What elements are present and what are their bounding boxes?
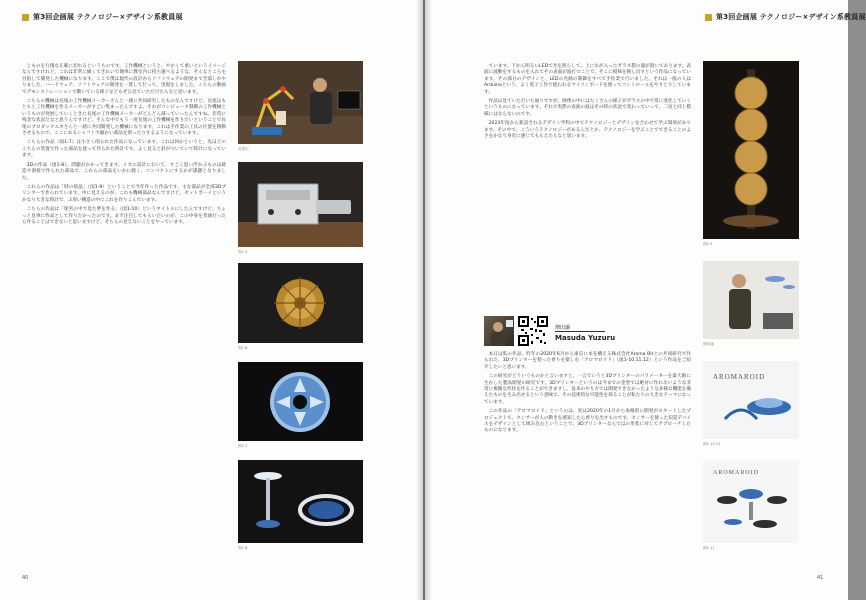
paragraph: 2023年度から新設されるデザイン学科の中でテクノロジーとデザインを合わせて学ぶ環境があります。その中で、こういうテクノロジーがあるんだとか、テクノロジーを学ぶことでできることのよさをかなり身近に感じてもらえたらなと思います。 xyxy=(484,121,691,140)
photo-blue-crystal xyxy=(238,362,363,441)
photo-caption: 図1-7 xyxy=(238,444,248,448)
left-page xyxy=(0,0,423,600)
paragraph: これらの作品は「時の結晶」（図1-9）ということで今年作った作品です。主な部品が全部3Dプリンターで作られています。中に見えるのが、これも機械部品なんですけど、セットボーイというかなり大きな時計で、ぶ厚い構造の中にこれを作りこんでいます。 xyxy=(22,184,226,203)
paragraph: 本日は私の作品、昨年の2020年6月から東京に本を構える株式会社Aroma Bitとの共同研究で作られた、3Dプリンターを使った香りを楽しむ「アロマロイド」（図1-10,11,12）という作品をご紹介したいと思います。 xyxy=(484,352,691,370)
author-name-english: Masuda Yuzuru xyxy=(555,334,616,342)
author-divider xyxy=(555,331,605,332)
photo-caption: 増田譲 xyxy=(703,342,714,346)
photo-caption: 図1-9 xyxy=(703,242,713,246)
right-body-column-bottom xyxy=(484,352,691,552)
photo-caption: 図1-11 xyxy=(703,546,715,550)
header-marker xyxy=(22,14,29,21)
photo-author-exhibit xyxy=(703,261,799,339)
photo-caption: 図1-8 xyxy=(238,546,248,550)
page-number: 41 xyxy=(817,575,824,581)
left-header-title: 第3回企画展 テクノロジー×デザイン系教員展 xyxy=(33,13,183,21)
page-number: 40 xyxy=(22,575,29,581)
photo-lamp-rings xyxy=(238,460,363,543)
photo-stacked-discs xyxy=(703,61,799,239)
photo-gold-gear xyxy=(238,263,363,343)
right-running-header xyxy=(705,11,866,23)
photo-author-portrait xyxy=(238,61,363,144)
paragraph: こちらの作品（図1-7）は小さく削られた作品になっています。これは何かというと、先ほどのこちらの装置で作った部品を使って作られた時計です。よく見ると針がついていて時計になっています。 xyxy=(22,140,226,159)
paragraph: こちらの機械は長尾の工作機械メーカーさんと一緒に共同研究したものなんですけど、長尾はもともと工作機械を作るメーカーがすごい集まったんですよ。それがコンピュータ制御の工作機械というものが発展していくときに長尾の工作機械メーカーがどんどん減っていったんですね。非常に残念な状況だなと思うんですけど、そんな中でもう一度長尾の工作機械を作りたいということで長尾のプロダックエネさんと一緒に共同開発した機械になります。これは手作業の工具の位置を移動させるもので、ここにあるシャフトで細かい部品を削ったりするようになっています。 xyxy=(22,99,226,137)
photo-aromaroid-parts xyxy=(703,460,799,543)
qr-code[interactable] xyxy=(518,316,548,346)
header-marker xyxy=(705,14,712,21)
photo-caption: 長尾宏 xyxy=(238,147,249,151)
paragraph: ています。下から明るいLEDで光を照らして、上に水が入ったガラス製の器が置いてあります。表面に波動をするものを入れてその表面が波打つことで、そこに模様を映し出すという作品になっています。その部分のデザインと、LEDの光源の制御をすべて手作業で行いました。それは一般の人はArduinoという、よく電子工作で使われるマイコンボードを使ってコントロールをやりとりしています。 xyxy=(484,64,691,95)
paragraph: この作品の「アロマロイド」というのは、実は2020年の1月から本格的に開発がスタートしたプロジェクトで、センサーが人の動きを感知したら香りを出すものです。センサーを使った知覚デバイスをデザインとして組み込むということで、3Dプリンターならではの形状に対してアプローチしたものになります。 xyxy=(484,409,691,434)
svg-text:AROMAROID: AROMAROID xyxy=(713,470,760,476)
right-body-column-top xyxy=(484,64,691,256)
right-header-title: 第3回企画展 テクノロジー×デザイン系教員展 xyxy=(716,13,866,21)
photo-machine xyxy=(238,162,363,247)
paragraph: じものを行儀な正確に切れるというものです。工作機械というと、やかくて重いというイメージなんですけれど、これは非常に細くてきれいで簡単に教室内に持ち運べるような、そんなところを目指して開発した機械になります。ここで僕は現代の設計からソフトウェアの開発まで全部しかやりました。ハードウェア、ソフトウェアの開発を一貫して行って、実現をしました。こちらの動画でデモンストレーションで動いている様子などもぜひ見ていただけたらなと思います。 xyxy=(22,64,226,95)
left-body-column xyxy=(22,64,226,554)
photo-caption: 図1-5 xyxy=(238,250,248,254)
paragraph: 作品は見ていただいた通りですが、映像の中にはたくさんの様子がガラスの中で常に変化していくというものになっています。それで実際の表面の波はその時の状況で変わっていって、二度と同じ模様にはならないのです。 xyxy=(484,99,691,117)
author-name-japanese: 増田譲 xyxy=(555,325,571,331)
paragraph: この研究がどういうものかと言いますと、一言でいうと3Dプリンターのパラメーターを最大限に生かした製品開発の研究です。3Dプリンターというのは今までの金型では絶対に作れないような非常に複雑な形状を作ることができますし、従来のやり方では開発できなかったような多様な機能を備えたものを生み出せるという意味で、その技術的な可能性を探ることが私たちの大きなテーマになっています。 xyxy=(484,374,691,405)
photo-caption: 図1-6 xyxy=(238,346,248,350)
right-page xyxy=(425,0,866,600)
author-thumbnail xyxy=(484,316,514,346)
paragraph: 3Dの作品（図1-8）。問題がかかってきます。メカの設計において、すごく思い浮かぶものは鋳造や溶接で作られた部品で、これらの部品をいかに軽く、コンパクトにするかが課題となりました。 xyxy=(22,162,226,181)
paragraph: こちらの作品は「迷宮の中で見た夢を作る」（図1-10）というタイトルにしたんですけど、ちょっと見事に作品として作りたかったのです。まず注目してもらいたいのが、この中身を普通だったら作ることはできないと思いますけど、そちらの見えないことをやっています。 xyxy=(22,207,226,225)
photo-aromaroid-panel xyxy=(703,361,799,439)
left-running-header xyxy=(22,11,183,23)
svg-text:AROMAROID: AROMAROID xyxy=(713,373,766,381)
photo-caption: 図1-10,11 xyxy=(703,442,721,446)
author-block xyxy=(484,316,691,348)
